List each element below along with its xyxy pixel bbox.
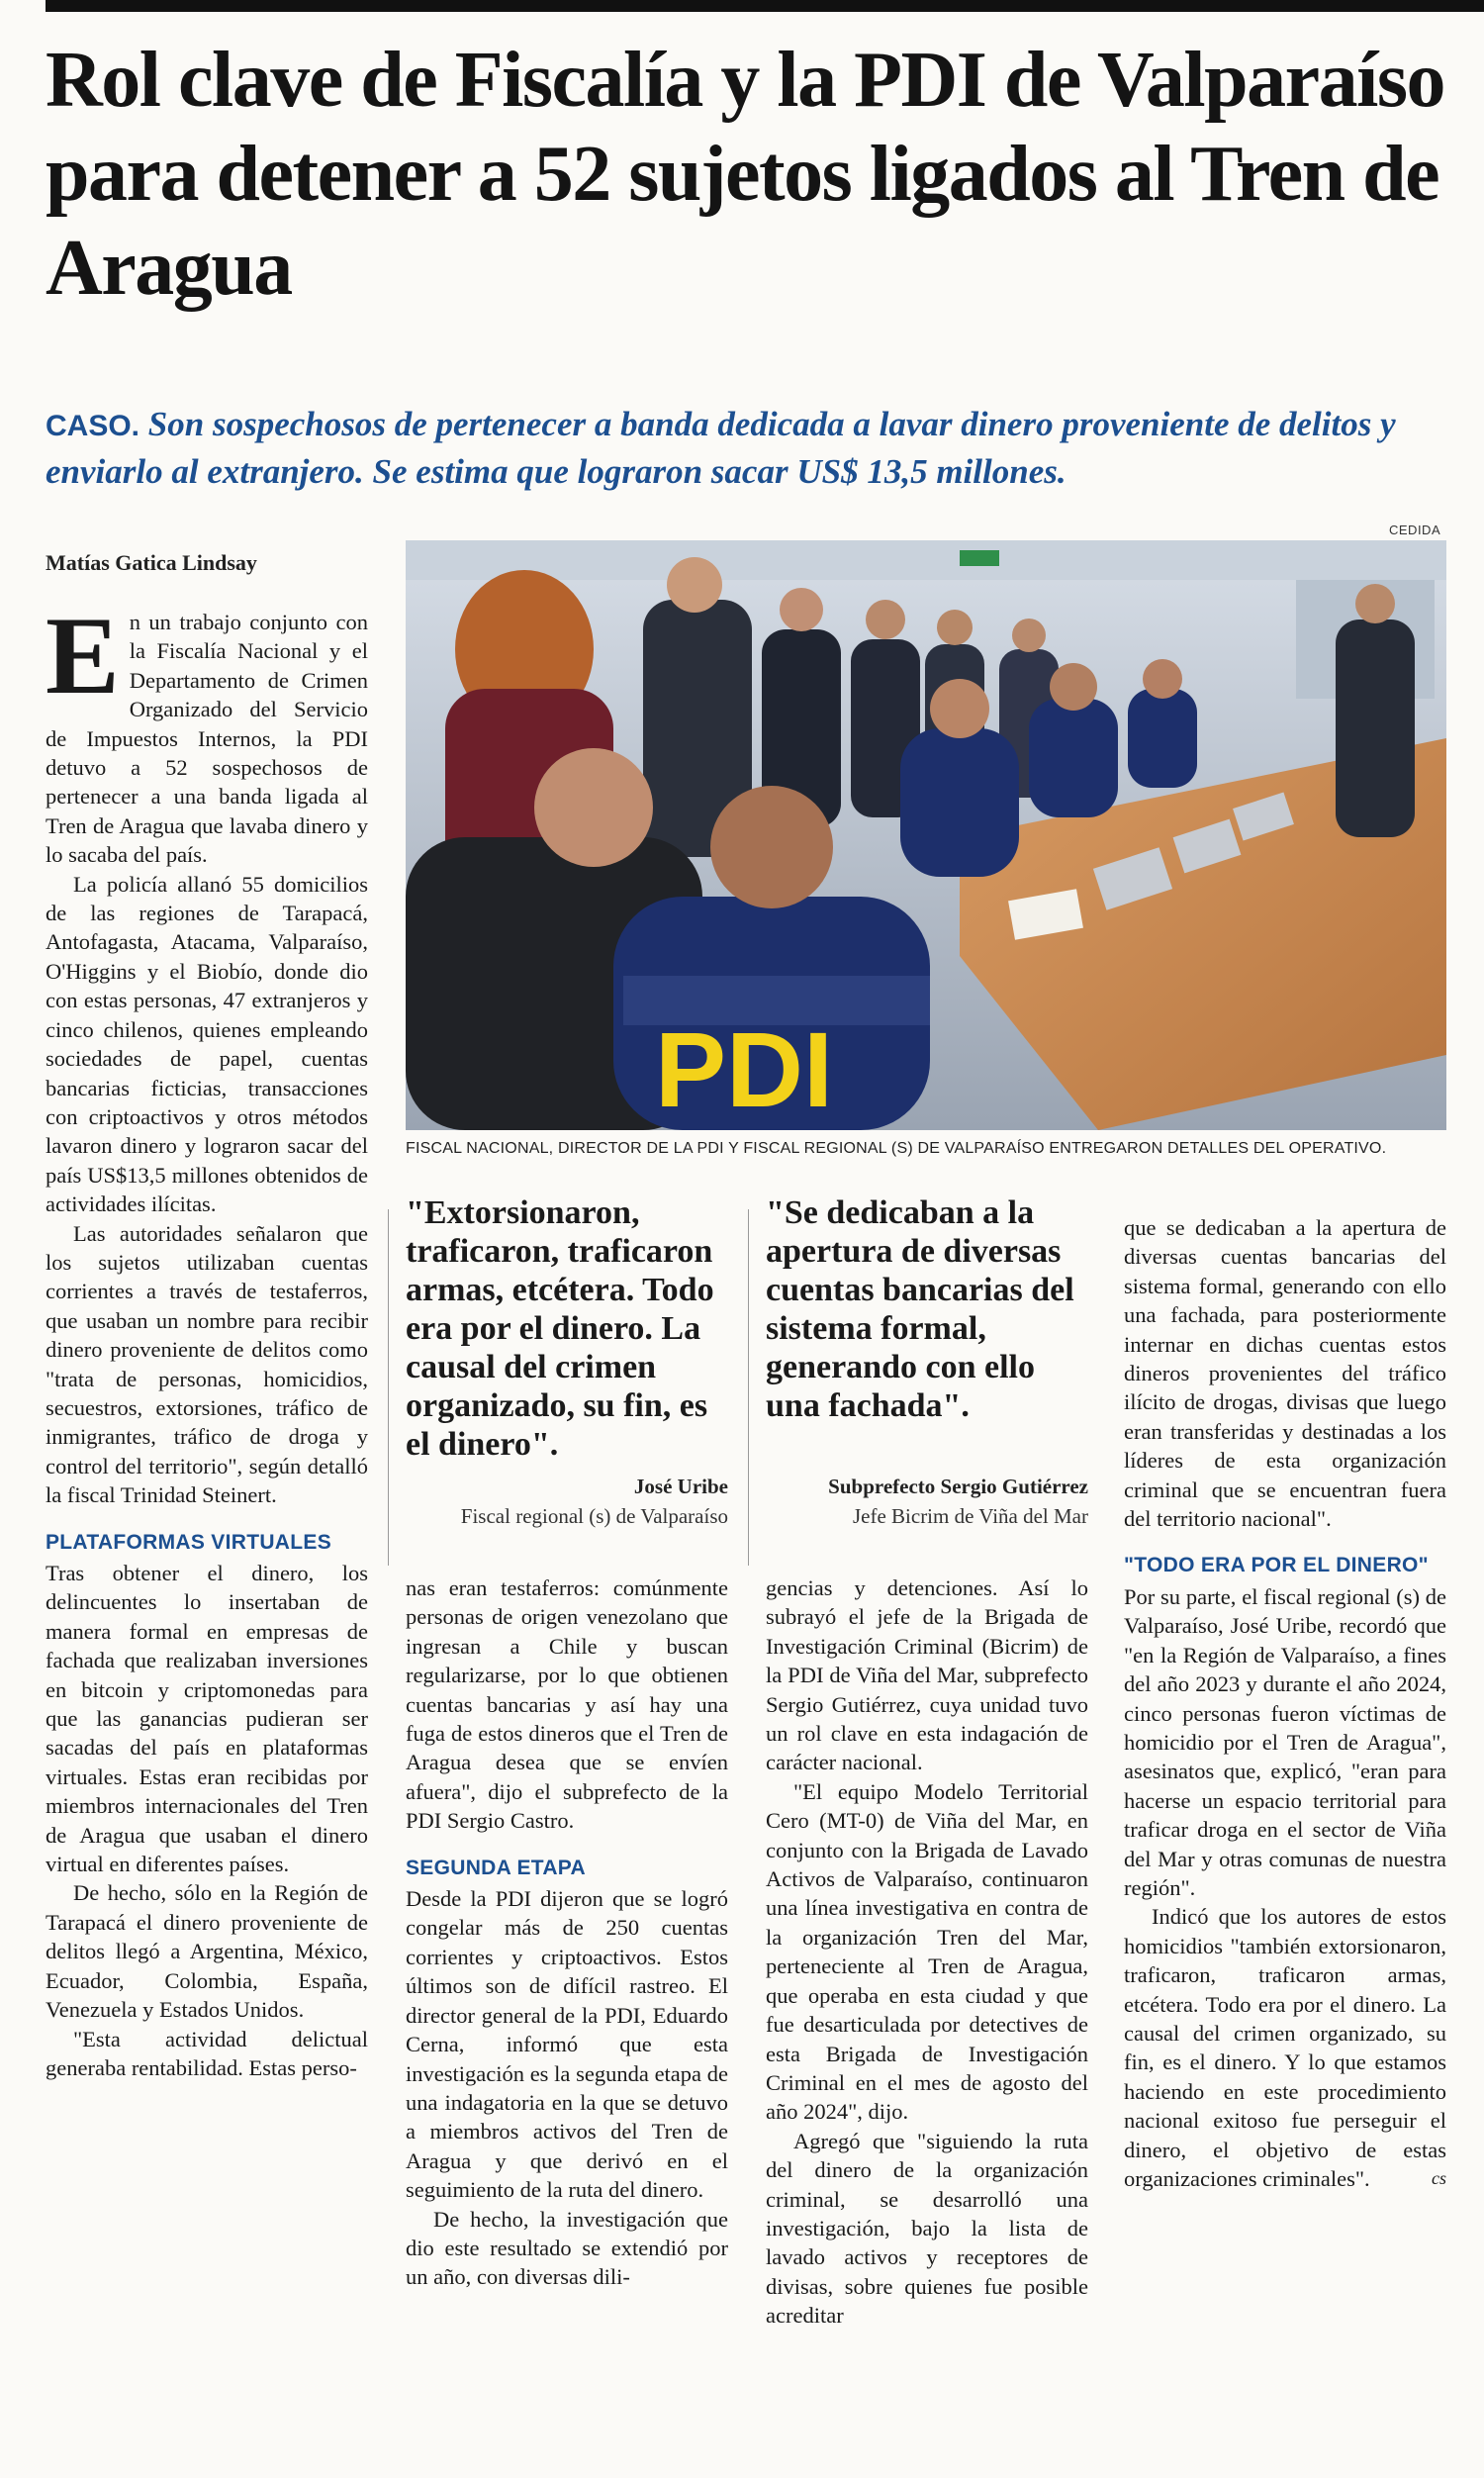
- article-column-2: [406, 1573, 728, 2292]
- top-rule: [46, 0, 1484, 12]
- paragraph: De hecho, la investigación que dio este resultado se extendió por un año, con diversas dili-: [406, 2206, 728, 2290]
- paragraph: La policía allanó 55 domicilios de las regiones de Tarapacá, Antofagasta, Atacama, Valparaíso, O'Higgins y el Biobío, donde dio con estas personas, 47 extranjeros y cinco chilenos, quienes empleando sociedades de papel, cuentas bancarias ficticias, transacciones con criptoactivos y otros métodos lavaron dinero y lograron sacar del país US$13,5 millones obtenidos de actividades ilícitas.: [46, 871, 368, 1217]
- pull-quote-uribe: "Extorsionaron, traficaron, traficaron armas, etcétera. Todo era por el dinero. La causal del crimen organizado, su fin, es el dinero".: [406, 1194, 714, 1463]
- paragraph: Por su parte, el fiscal regional (s) de Valparaíso, José Uribe, recordó que "en la Región de Valparaíso, a fines del año 2023 y durante el año 2024, cinco personas fueron víctimas de homicidio por el Tren de Aragua", asesinatos que, explicó, "eran para hacerse un espacio territorial para traficar droga en el sector de Viña del Mar y otras comunas de nuestra región".: [1124, 1583, 1446, 1900]
- column-divider: [388, 1209, 389, 1566]
- subhead-todo-era-por-el-dinero: "TODO ERA POR EL DINERO": [1124, 1554, 1429, 1577]
- paragraph: n un trabajo conjunto con la Fiscalía Nacional y el Departamento de Crimen Organizado del Servicio de Impuestos Internos, la PDI detuvo a 52 sospechosos de pertenecer a una banda ligada al Tren de Aragua que lavaba dinero y lo sacaba del país.: [46, 610, 368, 868]
- photo-caption: FISCAL NACIONAL, DIRECTOR DE LA PDI Y FISCAL REGIONAL (S) DE VALPARAÍSO ENTREGARON DETALLES DEL OPERATIVO.: [406, 1140, 1387, 1157]
- quote-attribution-name: José Uribe: [633, 1475, 728, 1498]
- paragraph: nas eran testaferros: comúnmente personas de origen venezolano que ingresan a Chile y buscan regularizarse, por lo que obtienen cuentas bancarias y así hay una fuga de estos dineros que el Tren de Aragua desea que se envíen afuera", dijo el subprefecto de la PDI Sergio Castro.: [406, 1575, 728, 1834]
- article-column-1: [46, 595, 368, 2082]
- paragraph: "Esta actividad delictual generaba rentabilidad. Estas perso-: [46, 2026, 368, 2080]
- paragraph: [1124, 1902, 1446, 2193]
- paragraph: gencias y detenciones. Así lo subrayó el jefe de la Brigada de Investigación Criminal (Bicrim) de la PDI de Viña del Mar, subprefecto Sergio Gutiérrez, cuya unidad tuvo un rol clave en esta indagación de carácter nacional.: [766, 1575, 1088, 1775]
- paragraph-text: Indicó que los autores de estos homicidios "también extorsionaron, traficaron, traficaron armas, etcétera. Todo era por el dinero. La causal del crimen organizado, su fin, es el dinero. Y lo que estamos haciendo en este procedimiento nacional exitoso fue perseguir el dinero, el objetivo de estas organizaciones criminales".: [1124, 1904, 1446, 2191]
- quote-attribution-name: Subprefecto Sergio Gutiérrez: [828, 1475, 1088, 1498]
- paragraph: Desde la PDI dijeron que se logró congelar más de 250 cuentas corrientes y criptoactivos. Estos últimos son de difícil rastreo. El director general de la PDI, Eduardo Cerna, informó que esta investigación es la segunda etapa de una indagatoria en la que se detuvo a miembros activos del Tren de Aragua y que derivó en el seguimiento de la ruta del dinero.: [406, 1886, 728, 2203]
- end-mark: cs: [1432, 2168, 1446, 2188]
- pull-quote-gutierrez: "Se dedicaban a la apertura de diversas cuentas bancarias del sistema formal, generando con ello una fachada".: [766, 1194, 1074, 1424]
- author-byline: Matías Gatica Lindsay: [46, 550, 257, 575]
- lead-tag: CASO.: [46, 410, 140, 442]
- photo-illustration: [406, 540, 1446, 1130]
- drop-cap: E: [46, 595, 120, 717]
- paragraph: De hecho, sólo en la Región de Tarapacá el dinero proveniente de delitos llegó a Argentina, México, Ecuador, Colombia, España, Venezuela y Estados Unidos.: [46, 1880, 368, 2023]
- paragraph: que se dedicaban a la apertura de diversas cuentas bancarias del sistema formal, generando con ello una fachada, para posteriormente internar en dichas cuentas estos dineros provenientes del tráfico ilícito de drogas, divisas que luego eran transferidas y destinadas a los líderes de esta organización criminal que se encuentran fuera del territorio nacional".: [1124, 1215, 1446, 1532]
- photo-credit: CEDIDA: [1389, 523, 1441, 537]
- lead-summary: [46, 402, 1450, 495]
- column-divider: [748, 1209, 749, 1566]
- paragraph: Tras obtener el dinero, los delincuentes lo insertaban de manera formal en empresas de fachada que realizaban inversiones en bitcoin y criptomonedas para que las ganancias pudieran ser sacadas del país en plataformas virtuales. Estas eran recibidas por miembros internacionales del Tren de Aragua que usaban el dinero virtual en diferentes países.: [46, 1561, 368, 1877]
- subhead-plataformas: PLATAFORMAS VIRTUALES: [46, 1530, 332, 1554]
- paragraph: Agregó que "siguiendo la ruta del dinero de la organización criminal, se desarrolló una investigación, bajo la lista de lavado activos y receptores de divisas, sobre quienes fue posible acreditar: [766, 2128, 1088, 2329]
- lead-text: Son sospechosos de pertenecer a banda dedicada a lavar dinero proveniente de delitos y enviarlo al extranjero. Se estima que lograron sacar US$ 13,5 millones.: [46, 405, 1396, 491]
- article-column-3: [766, 1573, 1088, 2331]
- subhead-segunda-etapa: SEGUNDA ETAPA: [406, 1856, 587, 1879]
- paragraph: "El equipo Modelo Territorial Cero (MT-0) de Viña del Mar, en conjunto con la Brigada de Lavado Activos de Valparaíso, continuaron una línea investigativa en contra de la organización Tren del Mar, perteneciente al Tren de Aragua, que operaba en esta ciudad y que fue desarticulada por detectives de esta Brigada de Investigación Criminal en el mes de agosto del año 2024", dijo.: [766, 1778, 1088, 2125]
- article-column-4: [1124, 1213, 1446, 2193]
- news-photo: [406, 540, 1446, 1130]
- headline: Rol clave de Fiscalía y la PDI de Valparaíso para detener a 52 sujetos ligados al Tren de Aragua: [46, 37, 1444, 312]
- paragraph: Las autoridades señalaron que los sujetos utilizaban cuentas corrientes a través de testaferros, que usaban un nombre para recibir dinero proveniente de delitos como "trata de personas, homicidios, secuestros, extorsiones, tráfico de inmigrantes, tráfico de droga y control del territorio", según detalló la fiscal Trinidad Steinert.: [46, 1220, 368, 1508]
- quote-attribution-role: Fiscal regional (s) de Valparaíso: [460, 1504, 728, 1528]
- quote-attribution-role: Jefe Bicrim de Viña del Mar: [852, 1504, 1088, 1528]
- vest-label: PDI: [655, 1009, 834, 1129]
